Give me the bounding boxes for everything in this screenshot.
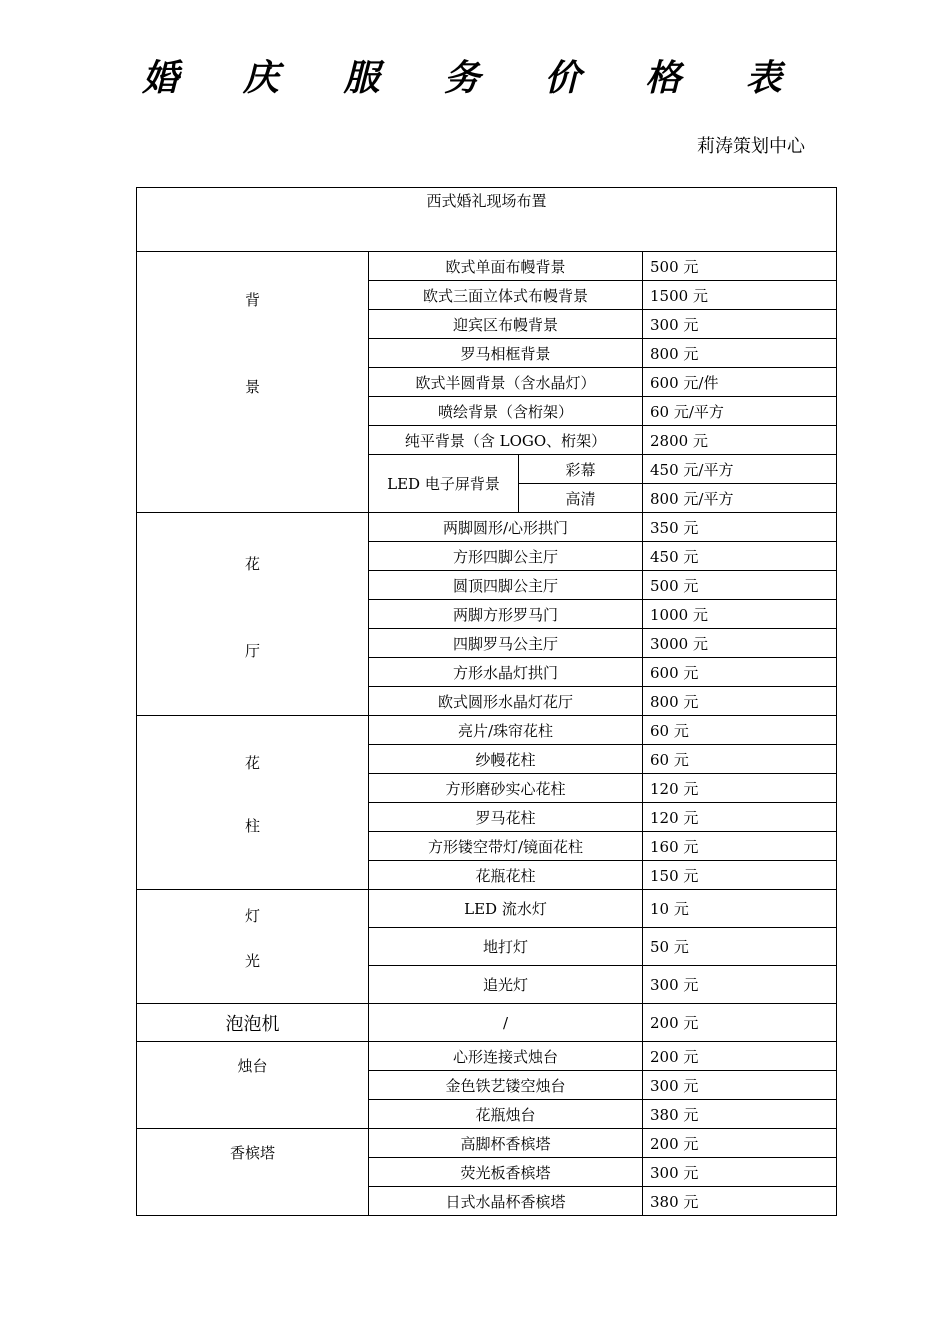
item-name: 纱幔花柱 (369, 745, 643, 774)
category-label: 香槟塔 (229, 1144, 275, 1162)
table-row (137, 252, 837, 281)
category-char: 厅 (244, 642, 260, 660)
item-name: 金色铁艺镂空烛台 (369, 1071, 643, 1100)
item-price: 800 元 (643, 339, 837, 368)
item-name: 两脚圆形/心形拱门 (369, 513, 643, 542)
item-name: 花瓶烛台 (369, 1100, 643, 1129)
category-label: 烛台 (237, 1057, 268, 1075)
table-row (137, 1129, 837, 1158)
item-price: 600 元 (643, 658, 837, 687)
category-cell-candlestick (137, 1042, 369, 1129)
item-name: 方形镂空带灯/镜面花柱 (369, 832, 643, 861)
item-name: 心形连接式烛台 (369, 1042, 643, 1071)
item-price: 3000 元 (643, 629, 837, 658)
item-price: 350 元 (643, 513, 837, 542)
page-title: 婚 庆 服 务 价 格 表 (142, 57, 808, 99)
item-name: 迎宾区布幔背景 (369, 310, 643, 339)
category-cell-lighting (137, 890, 369, 1004)
price-table (136, 187, 837, 1216)
item-price: 450 元 (643, 542, 837, 571)
item-name: 欧式单面布幔背景 (369, 252, 643, 281)
item-name: 花瓶花柱 (369, 861, 643, 890)
item-name: 圆顶四脚公主厅 (369, 571, 643, 600)
item-name: 追光灯 (369, 966, 643, 1004)
item-price: 60 元/平方 (643, 397, 837, 426)
category-cell-flower-pillar (137, 716, 369, 890)
item-price: 450 元/平方 (643, 455, 837, 484)
category-char: 花 (244, 555, 260, 573)
item-price: 380 元 (643, 1100, 837, 1129)
item-name: LED 流水灯 (369, 890, 643, 928)
item-name: 亮片/珠帘花柱 (369, 716, 643, 745)
item-name: 方形水晶灯拱门 (369, 658, 643, 687)
item-price: 50 元 (643, 928, 837, 966)
item-price: 1500 元 (643, 281, 837, 310)
table-row (137, 1004, 837, 1042)
sub-item-name: 彩幕 (519, 455, 643, 484)
category-cell-flower-hall (137, 513, 369, 716)
item-price: 500 元 (643, 252, 837, 281)
table-row (137, 716, 837, 745)
item-name: 四脚罗马公主厅 (369, 629, 643, 658)
item-name: 喷绘背景（含桁架） (369, 397, 643, 426)
item-price: 300 元 (643, 966, 837, 1004)
item-price: 150 元 (643, 861, 837, 890)
category-char: 景 (244, 378, 260, 396)
item-price: 200 元 (643, 1129, 837, 1158)
item-name: 欧式三面立体式布幔背景 (369, 281, 643, 310)
item-price: 120 元 (643, 774, 837, 803)
item-name: 纯平背景（含 LOGO、桁架） (369, 426, 643, 455)
category-cell-champagne-tower (137, 1129, 369, 1216)
item-price: 120 元 (643, 803, 837, 832)
item-name: 欧式圆形水晶灯花厅 (369, 687, 643, 716)
item-name: 方形磨砂实心花柱 (369, 774, 643, 803)
item-price: 380 元 (643, 1187, 837, 1216)
item-name: 两脚方形罗马门 (369, 600, 643, 629)
item-price: 10 元 (643, 890, 837, 928)
item-price: 1000 元 (643, 600, 837, 629)
sub-item-name: 高清 (519, 484, 643, 513)
category-cell-bubble-machine: 泡泡机 (137, 1004, 369, 1042)
category-char: 光 (244, 951, 260, 970)
section-title: 西式婚礼现场布置 (137, 188, 837, 252)
category-char: 灯 (244, 906, 260, 925)
item-name: / (369, 1004, 643, 1042)
organizer-name: 莉涛策划中心 (697, 136, 805, 157)
item-name: 罗马花柱 (369, 803, 643, 832)
item-price: 60 元 (643, 716, 837, 745)
table-row (137, 1042, 837, 1071)
item-price: 600 元/件 (643, 368, 837, 397)
item-price: 300 元 (643, 1158, 837, 1187)
item-name: 罗马相框背景 (369, 339, 643, 368)
item-price: 300 元 (643, 1071, 837, 1100)
item-name: 高脚杯香槟塔 (369, 1129, 643, 1158)
item-price: 800 元/平方 (643, 484, 837, 513)
table-row (137, 890, 837, 928)
item-price: 2800 元 (643, 426, 837, 455)
item-price: 60 元 (643, 745, 837, 774)
item-name: 荧光板香槟塔 (369, 1158, 643, 1187)
item-price: 500 元 (643, 571, 837, 600)
category-char: 柱 (244, 816, 260, 835)
category-char: 背 (244, 291, 260, 309)
item-name: LED 电子屏背景 (369, 455, 519, 513)
category-cell-background (137, 252, 369, 513)
item-name: 地打灯 (369, 928, 643, 966)
item-price: 200 元 (643, 1042, 837, 1071)
item-price: 800 元 (643, 687, 837, 716)
table-row (137, 513, 837, 542)
category-char: 花 (244, 753, 260, 772)
item-price: 200 元 (643, 1004, 837, 1042)
item-name: 欧式半圆背景（含水晶灯） (369, 368, 643, 397)
item-name: 方形四脚公主厅 (369, 542, 643, 571)
item-price: 160 元 (643, 832, 837, 861)
item-price: 300 元 (643, 310, 837, 339)
item-name: 日式水晶杯香槟塔 (369, 1187, 643, 1216)
